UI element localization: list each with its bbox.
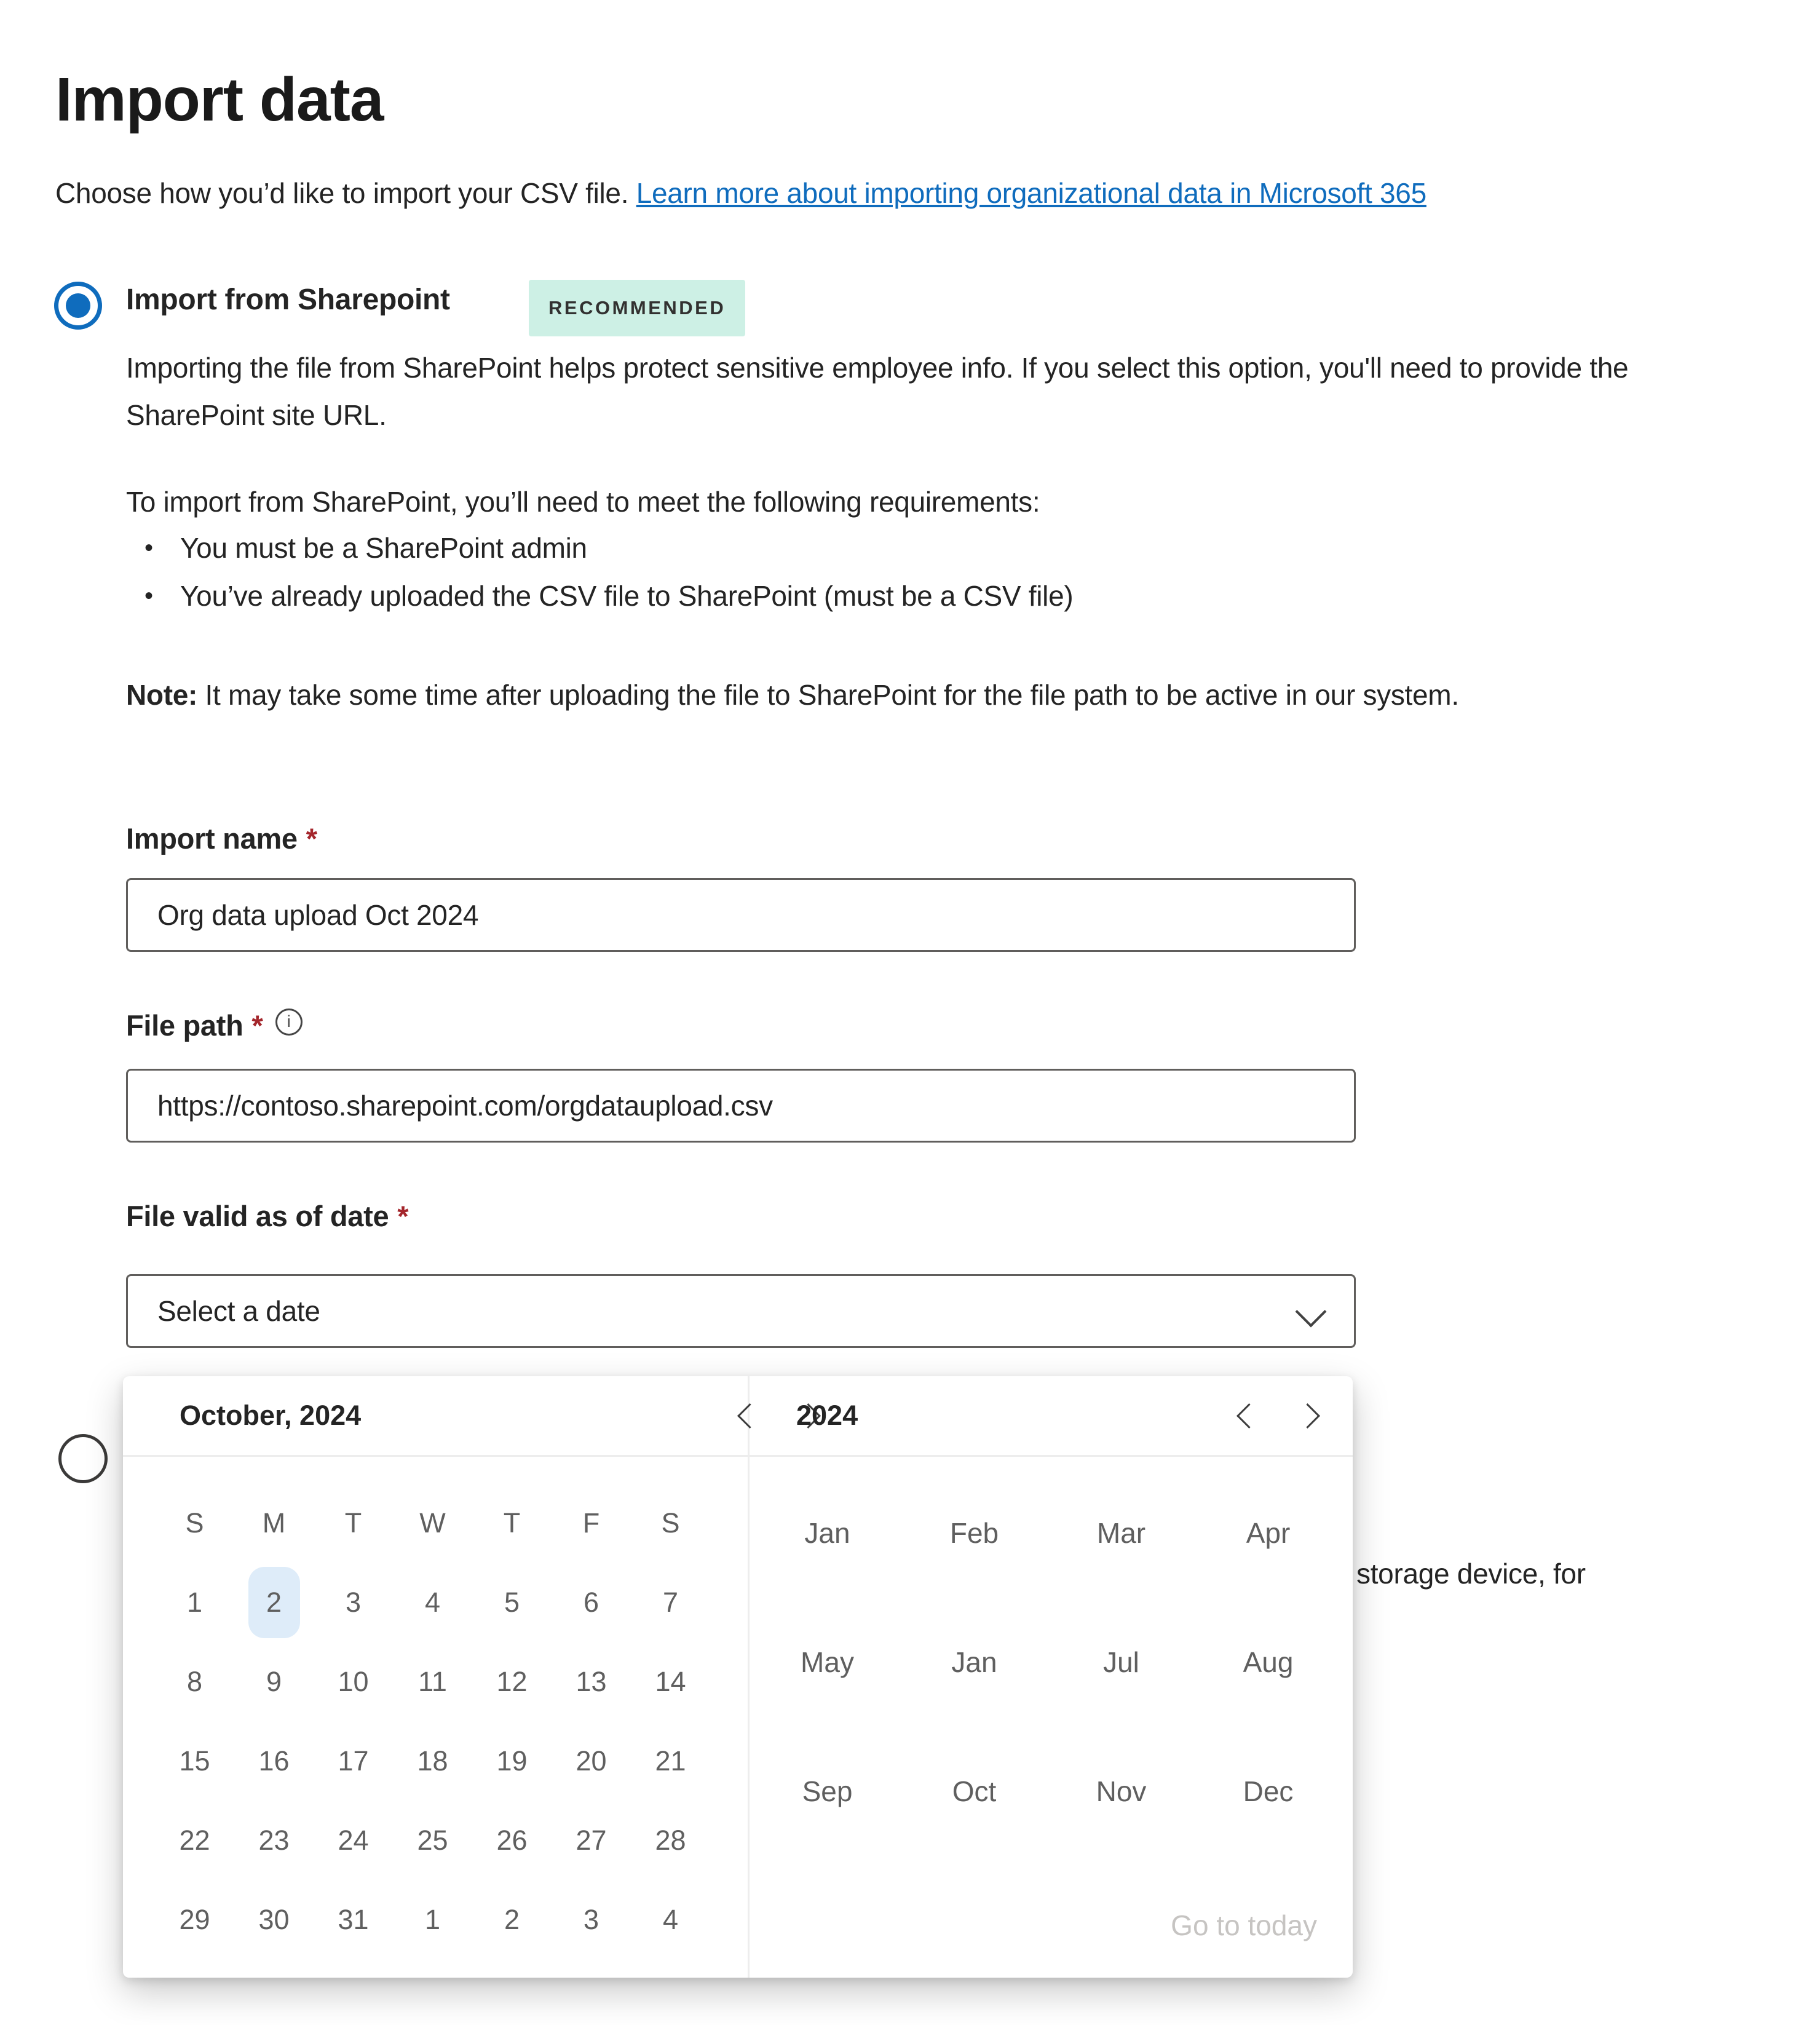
calendar-day[interactable]: 9 bbox=[266, 1665, 282, 1697]
file-path-input[interactable] bbox=[126, 1069, 1356, 1143]
calendar-day[interactable]: 31 bbox=[338, 1903, 369, 1935]
radio-import-from-sharepoint[interactable] bbox=[54, 282, 102, 330]
calendar-day[interactable]: 19 bbox=[496, 1745, 528, 1777]
calendar-day[interactable]: 20 bbox=[576, 1745, 607, 1777]
requirement-text: You’ve already uploaded the CSV file to SharePoint (must be a CSV file) bbox=[180, 580, 1074, 612]
month-cell[interactable]: Aug bbox=[1243, 1646, 1294, 1678]
note-body: It may take some time after uploading the file to SharePoint for the file path to be active in our system. bbox=[197, 679, 1459, 711]
requirements-list bbox=[144, 524, 1620, 620]
calendar-day[interactable]: 3 bbox=[583, 1903, 599, 1935]
calendar-month-header: October, 2024 bbox=[180, 1400, 362, 1431]
chevron-left-icon bbox=[737, 1403, 762, 1428]
info-icon[interactable]: i bbox=[275, 1009, 303, 1036]
month-cell[interactable]: May bbox=[801, 1646, 854, 1678]
calendar-day[interactable]: 11 bbox=[418, 1665, 447, 1697]
calendar-day[interactable]: 21 bbox=[655, 1745, 686, 1777]
requirement-item bbox=[144, 524, 1620, 572]
month-cell[interactable]: Mar bbox=[1096, 1517, 1146, 1549]
sharepoint-option-label: Import from Sharepoint bbox=[126, 283, 450, 316]
note-label: Note: bbox=[126, 679, 198, 711]
calendar-day[interactable]: 30 bbox=[258, 1903, 290, 1935]
next-year-button[interactable] bbox=[1286, 1394, 1329, 1437]
month-picker-grid bbox=[754, 1468, 1342, 1856]
calendar-day[interactable]: 24 bbox=[338, 1824, 369, 1856]
year-picker-header: 2024 bbox=[796, 1400, 858, 1431]
sharepoint-option-description: Importing the file from SharePoint helps protect sensitive employee info. If you select this option, you'll need to provide the SharePoint site URL. bbox=[126, 352, 1629, 431]
calendar-day[interactable]: 16 bbox=[258, 1745, 290, 1777]
month-cell[interactable]: Dec bbox=[1243, 1775, 1294, 1807]
note-text bbox=[126, 672, 1589, 719]
calendar-day[interactable]: 25 bbox=[417, 1824, 448, 1856]
calendar-weekday: T bbox=[344, 1507, 362, 1539]
calendar-day[interactable]: 8 bbox=[186, 1665, 203, 1697]
flyout-panel-divider bbox=[748, 1376, 750, 1978]
calendar-day[interactable]: 26 bbox=[496, 1824, 528, 1856]
requirement-text: You must be a SharePoint admin bbox=[180, 532, 587, 564]
calendar-weekday: W bbox=[419, 1507, 446, 1539]
calendar-day-grid bbox=[155, 1483, 710, 1959]
calendar-day[interactable]: 28 bbox=[655, 1824, 686, 1856]
recommended-badge: RECOMMENDED bbox=[529, 280, 745, 336]
intro-text bbox=[55, 176, 1426, 210]
month-cell[interactable]: Jan bbox=[951, 1646, 997, 1678]
required-asterisk: * bbox=[251, 1009, 263, 1042]
calendar-day[interactable]: 3 bbox=[345, 1586, 362, 1618]
calendar-day[interactable]: 14 bbox=[655, 1665, 686, 1697]
month-cell[interactable]: Sep bbox=[802, 1775, 853, 1807]
file-path-label bbox=[126, 1009, 303, 1042]
calendar-day[interactable]: 23 bbox=[258, 1824, 290, 1856]
month-cell[interactable]: Nov bbox=[1096, 1775, 1147, 1807]
month-cell[interactable]: Feb bbox=[949, 1517, 999, 1549]
calendar-day[interactable]: 29 bbox=[179, 1903, 210, 1935]
page-title: Import data bbox=[55, 65, 384, 134]
bullet-icon: • bbox=[144, 534, 153, 561]
required-asterisk: * bbox=[397, 1200, 409, 1232]
calendar-day[interactable]: 22 bbox=[179, 1824, 210, 1856]
radio-selected-dot-icon bbox=[66, 293, 90, 318]
requirement-item bbox=[144, 572, 1620, 620]
local-option-text-fragment: storage device, for bbox=[1356, 1558, 1586, 1590]
calendar-weekday: F bbox=[582, 1507, 600, 1539]
calendar-day[interactable]: 2 bbox=[504, 1903, 520, 1935]
radio-upload-local-file[interactable] bbox=[58, 1434, 108, 1483]
calendar-day[interactable]: 10 bbox=[338, 1665, 369, 1697]
file-path-label-text: File path bbox=[126, 1009, 243, 1042]
calendar-day[interactable]: 1 bbox=[186, 1586, 203, 1618]
calendar-day[interactable]: 1 bbox=[424, 1903, 441, 1935]
chevron-right-icon bbox=[1294, 1403, 1320, 1428]
calendar-day[interactable]: 13 bbox=[576, 1665, 607, 1697]
calendar-day[interactable]: 4 bbox=[424, 1586, 441, 1618]
flyout-header-divider bbox=[123, 1455, 1353, 1457]
calendar-weekday: S bbox=[185, 1507, 204, 1539]
learn-more-link[interactable]: Learn more about importing organizational data in Microsoft 365 bbox=[636, 177, 1426, 209]
month-cell[interactable]: Apr bbox=[1246, 1517, 1291, 1549]
prev-month-button[interactable] bbox=[728, 1394, 771, 1437]
calendar-day[interactable]: 7 bbox=[662, 1586, 679, 1618]
import-name-input[interactable] bbox=[126, 878, 1356, 952]
go-to-today-link[interactable]: Go to today bbox=[1171, 1909, 1317, 1941]
prev-year-button[interactable] bbox=[1227, 1394, 1270, 1437]
bullet-icon: • bbox=[144, 582, 153, 609]
import-name-label-text: Import name bbox=[126, 822, 298, 855]
calendar-day[interactable]: 5 bbox=[504, 1586, 520, 1618]
calendar-weekday: T bbox=[503, 1507, 521, 1539]
calendar-day[interactable]: 15 bbox=[179, 1745, 210, 1777]
calendar-weekday: S bbox=[661, 1507, 680, 1539]
calendar-day[interactable]: 27 bbox=[576, 1824, 607, 1856]
file-valid-date-label-text: File valid as of date bbox=[126, 1200, 389, 1232]
calendar-day-selected[interactable]: 2 bbox=[234, 1563, 314, 1642]
calendar-weekday: M bbox=[262, 1507, 286, 1539]
month-cell[interactable]: Jul bbox=[1103, 1646, 1139, 1678]
chevron-down-icon bbox=[1296, 1296, 1327, 1328]
chevron-left-icon bbox=[1236, 1403, 1261, 1428]
date-select-placeholder: Select a date bbox=[157, 1295, 320, 1327]
calendar-day[interactable]: 4 bbox=[662, 1903, 679, 1935]
calendar-day[interactable]: 12 bbox=[496, 1665, 528, 1697]
requirements-intro: To import from SharePoint, you’ll need to meet the following requirements: bbox=[126, 486, 1040, 518]
month-cell[interactable]: Jan bbox=[804, 1517, 850, 1549]
calendar-day[interactable]: 17 bbox=[338, 1745, 369, 1777]
import-name-label bbox=[126, 822, 317, 855]
required-asterisk: * bbox=[306, 822, 317, 855]
intro-sentence: Choose how you’d like to import your CSV file. bbox=[55, 177, 629, 209]
date-picker-flyout bbox=[123, 1376, 1353, 1978]
file-valid-date-label bbox=[126, 1199, 408, 1233]
calendar-day[interactable]: 18 bbox=[417, 1745, 448, 1777]
calendar-day[interactable]: 6 bbox=[583, 1586, 599, 1618]
month-cell[interactable]: Oct bbox=[952, 1775, 997, 1807]
date-select[interactable] bbox=[126, 1274, 1356, 1348]
